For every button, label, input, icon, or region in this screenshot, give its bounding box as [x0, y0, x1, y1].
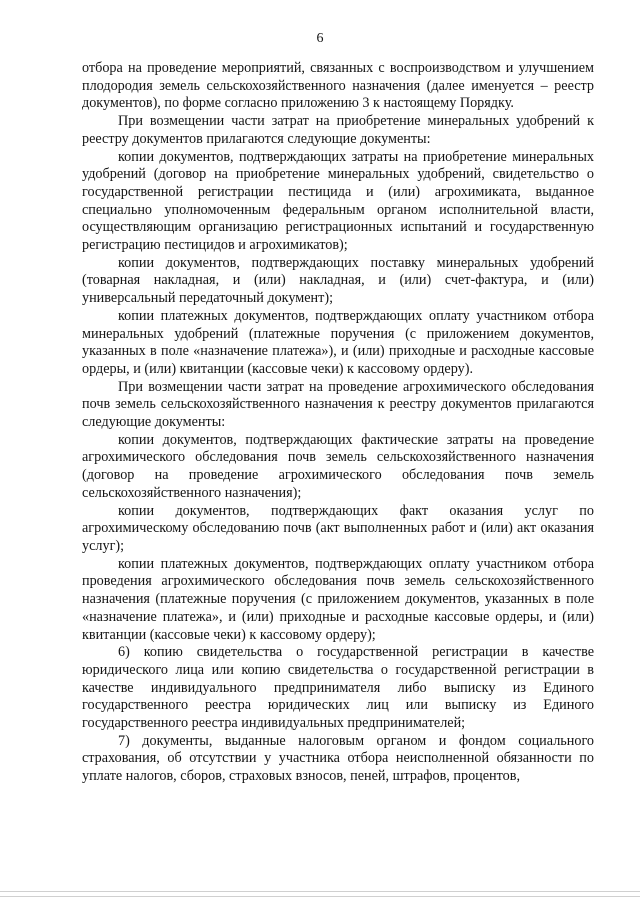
paragraph: 6) копию свидетельства о государственной регистрации в качестве юридического лица или копию свидетельства о государственной регистрации в качестве индивидуального предпринимателя либо выписку из Единого государственного реестра юридических лиц или выписку из Единого государственного реестра индивидуальных предпринимателей; — [82, 644, 594, 732]
scan-edge-line — [0, 891, 640, 892]
paragraph: При возмещении части затрат на проведение агрохимического обследования почв земель сельскохозяйственного назначения к реестру документов прилагаются следующие документы: — [82, 378, 594, 431]
paragraph: При возмещении части затрат на приобретение минеральных удобрений к реестру документов прилагаются следующие документы: — [82, 113, 594, 147]
paragraph: копии документов, подтверждающих факт оказания услуг по агрохимическому обследованию почв (акт выполненных работ и (или) акт оказания услуг); — [82, 502, 594, 554]
paragraph: копии документов, подтверждающих затраты на приобретение минеральных удобрений (договор на приобретение минеральных удобрений, свидетельство о государственной регистрации пестицида и (или) агрохимиката, выданное специально уполномоченным федеральным органом исполнительной власти, осуществляющим организацию регистрационных испытаний и государственную регистрацию пестицидов и агрохимикатов); — [82, 148, 594, 254]
page-number: 6 — [316, 31, 324, 46]
paragraph: копии платежных документов, подтверждающих оплату участником отбора минеральных удобрений (платежные поручения (с приложением документов, указанных в поле «назначение платежа»), и (или) приходные и расходные кассовые ордеры, и (или) квитанции (кассовые чеки) к кассовому ордеру). — [82, 307, 594, 377]
paragraph: копии документов, подтверждающих фактические затраты на проведение агрохимического обследования почв земель сельскохозяйственного назначения (договор на проведение агрохимического обследования почв земель сельскохозяйственного назначения); — [82, 431, 594, 501]
paragraph: отбора на проведение мероприятий, связанных с воспроизводством и улучшением плодородия земель сельскохозяйственного назначения (далее именуется – реестр документов), по форме согласно приложению 3 к настоящему Порядку. — [82, 60, 594, 112]
paragraph: копии документов, подтверждающих поставку минеральных удобрений (товарная накладная, и (или) накладная, и (или) счет-фактура, и (или) универсальный передаточный документ); — [82, 254, 594, 307]
paragraph: копии платежных документов, подтверждающих оплату участником отбора проведения агрохимического обследования почв земель сельскохозяйственного назначения (платежные поручения (с приложением документов, указанных в поле «назначение платежа», и (или) приходные и расходные кассовые ордеры, и (или) квитанции (кассовые чеки) к кассовому ордеру); — [82, 555, 594, 643]
document-body — [82, 60, 594, 786]
paragraph: 7) документы, выданные налоговым органом и фондом социального страхования, об отсутствии у участника отбора неисполненной обязанности по уплате налогов, сборов, страховых взносов, пеней, штрафов, процентов, — [82, 732, 594, 785]
scan-edge-line — [0, 896, 640, 897]
